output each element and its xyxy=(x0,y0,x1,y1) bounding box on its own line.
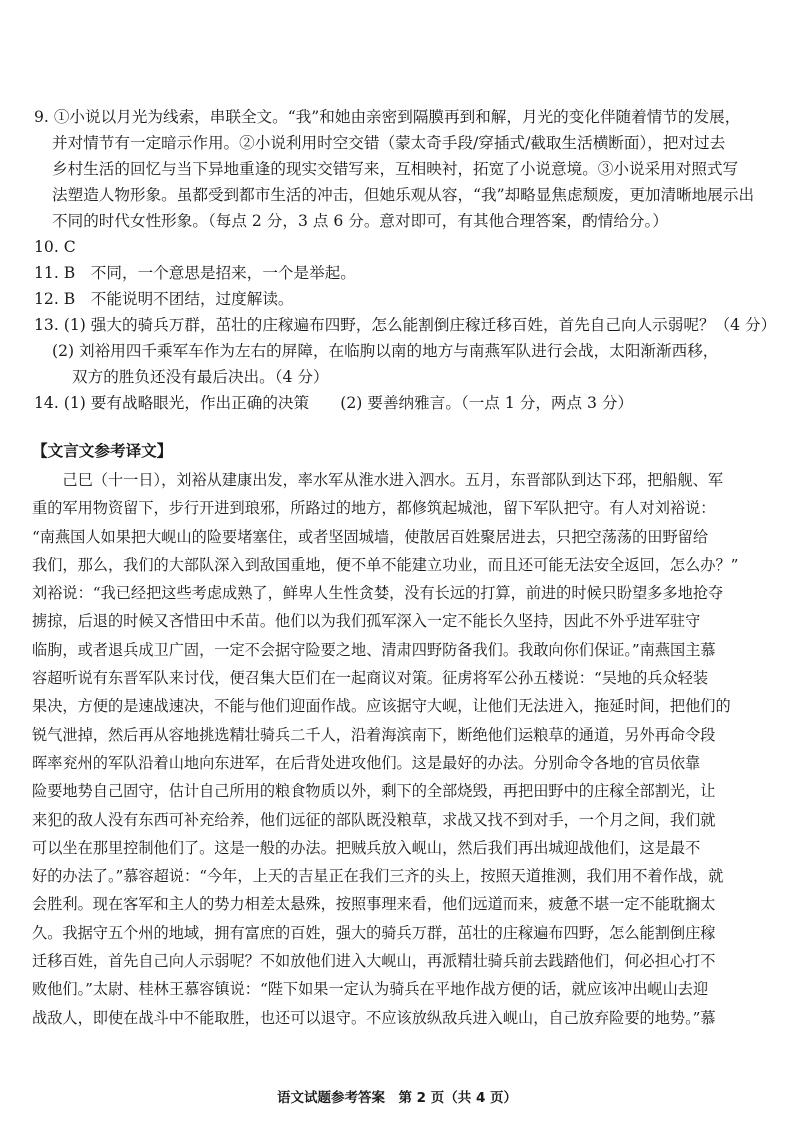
translation-line: 己巳（十一日），刘裕从建康出发，率水军从淮水进入泗水。五月，东晋部队到达下邳，把船舰、军 xyxy=(32,471,724,489)
q13-part-2-cont: 双方的胜负还没有最后决出。（4 分） xyxy=(72,368,329,386)
translation-line: 我们，那么，我们的大部队深入到敌国重地，便不单不能建立功业，而且还可能无法安全返回，怎么办？” xyxy=(32,555,739,574)
q9-line-1: 9. ①小说以月光为线索，串联全文。“我”和她由亲密到隔膜再到和解，月光的变化伴随着情节的发展， xyxy=(34,108,741,126)
translation-heading: 【文言文参考译文】 xyxy=(32,442,173,460)
translation-line: 容超听说有东晋军队来讨伐，便召集大臣们在一起商议对策。征虏将军公孙五楼说：“吴地的兵众轻装 xyxy=(32,669,709,688)
translation-line: “南燕国人如果把大岘山的险要堵塞住，或者坚固城墙，使散居百姓聚居进去，只把空荡荡的田野留给 xyxy=(32,527,709,546)
translation-line: 掳掠，后退的时候又吝惜田中禾苗。他们以为我们孤军深入一定不能长久坚持，因此不外乎进军驻守 xyxy=(32,612,701,631)
translation-line: 来犯的敌人没有东西可补充给养，他们远征的部队既没粮草，求战又找不到对手，一个月之间，我们就 xyxy=(32,810,716,829)
q12-answer: 12. B 不能说明不团结，过度解读。 xyxy=(34,290,294,308)
answer-section xyxy=(34,104,777,416)
translation-line: 战敌人，即使在战斗中不能取胜，也还可以退守。不应该放纵敌兵进入岘山，自己放弃险要的地势。”慕 xyxy=(32,1008,716,1027)
q13-part-1: 13. (1) 强大的骑兵万群，茁壮的庄稼遍布四野，怎么能割倒庄稼迁移百姓，首先自己向人示弱呢？（4 分） xyxy=(34,316,777,334)
translation-line: 晖率兖州的军队沿着山地向东进军，在后背处进攻他们。这是最好的办法。分别命令各地的官员依靠 xyxy=(32,753,701,772)
q14-answer: 14. (1) 要有战略眼光，作出正确的决策 (2) 要善纳雅言。（一点 1 分，两点 3 分） xyxy=(34,394,634,412)
translation-line: 败他们。”太尉、桂林王慕容镇说：“陛下如果一定认为骑兵在平地作战方便的话，就应该冲出岘山去迎 xyxy=(32,980,709,999)
translation-line: 久。我据守五个州的地域，拥有富庶的百姓，强大的骑兵万群，茁壮的庄稼遍布四野，怎么能割倒庄稼 xyxy=(32,923,716,942)
translation-line: 好的办法了。”慕容超说：“今年，上天的吉星正在我们三齐的头上，按照天道推测，我们用不着作战，就 xyxy=(32,867,724,886)
translation-line: 临朐，或者退兵成卫广固，一定不会据守险要之地、清肃四野防备我们。我敢向你们保证。”南燕国主慕 xyxy=(32,640,716,659)
q9-line-3: 乡村生活的回忆与当下异地重逢的现实交错写来，互相映衬，拓宽了小说意境。③小说采用对照式写 xyxy=(52,160,739,178)
translation-line: 锐气泄掉，然后再从容地挑选精壮骑兵二千人，沿着海滨南下，断绝他们运粮草的通道，另外再命令段 xyxy=(32,725,716,744)
q13-part-2: (2) 刘裕用四千乘军车作为左右的屏障，在临朐以南的地方与南燕军队进行会战，太阳渐渐西移， xyxy=(52,342,719,360)
q9-line-2: 并对情节有一定暗示作用。②小说利用时空交错（蒙太奇手段/穿插式/截取生活横断面），把对过去 xyxy=(52,134,726,152)
translation-line: 刘裕说：“我已经把这些考虑成熟了，鲜卑人生性贪婪，没有长远的打算，前进的时候只盼望多多地抢夺 xyxy=(32,584,724,603)
q9-line-4: 法塑造人物形象。虽都受到都市生活的冲击，但她乐观从容，“我”却略显焦虑颓废，更加清晰地展示出 xyxy=(52,186,755,204)
translation-line: 果决，方便的是速战速决，不能与他们迎面作战。应该据守大岘，让他们无法进入，拖延时间，把他们的 xyxy=(32,697,731,716)
q10-answer: 10. C xyxy=(34,238,76,256)
translation-line: 重的军用物资留下，步行开进到琅邪，所路过的地方，都修筑起城池，留下军队把守。有人对刘裕说： xyxy=(32,499,716,518)
q9-line-5: 不同的时代女性形象。（每点 2 分，3 点 6 分。意对即可，有其他合理答案，酌情给分。） xyxy=(52,212,668,230)
translation-line: 可以坐在那里控制他们了。这是一般的办法。把贼兵放入岘山，然后我们再出城迎战他们，这是最不 xyxy=(32,838,701,857)
translation-body xyxy=(32,466,774,1032)
translation-line: 迁移百姓，首先自己向人示弱呢？不如放他们进入大岘山，再派精壮骑兵前去践踏他们，何必担心打不 xyxy=(32,952,716,971)
translation-line: 会胜利。现在客军和主人的势力相差太悬殊，按照事理来看，他们远道而来，疲惫不堪一定不能耽搁太 xyxy=(32,895,716,914)
page-footer: 语文试题参考答案 第 2 页（共 4 页） xyxy=(276,1090,518,1106)
translation-line: 险要地势自己固守，估计自己所用的粮食物质以外，剩下的全部烧毁，再把田野中的庄稼全部割光，让 xyxy=(32,782,716,801)
q11-answer: 11. B 不同，一个意思是招来，一个是举起。 xyxy=(34,264,356,282)
